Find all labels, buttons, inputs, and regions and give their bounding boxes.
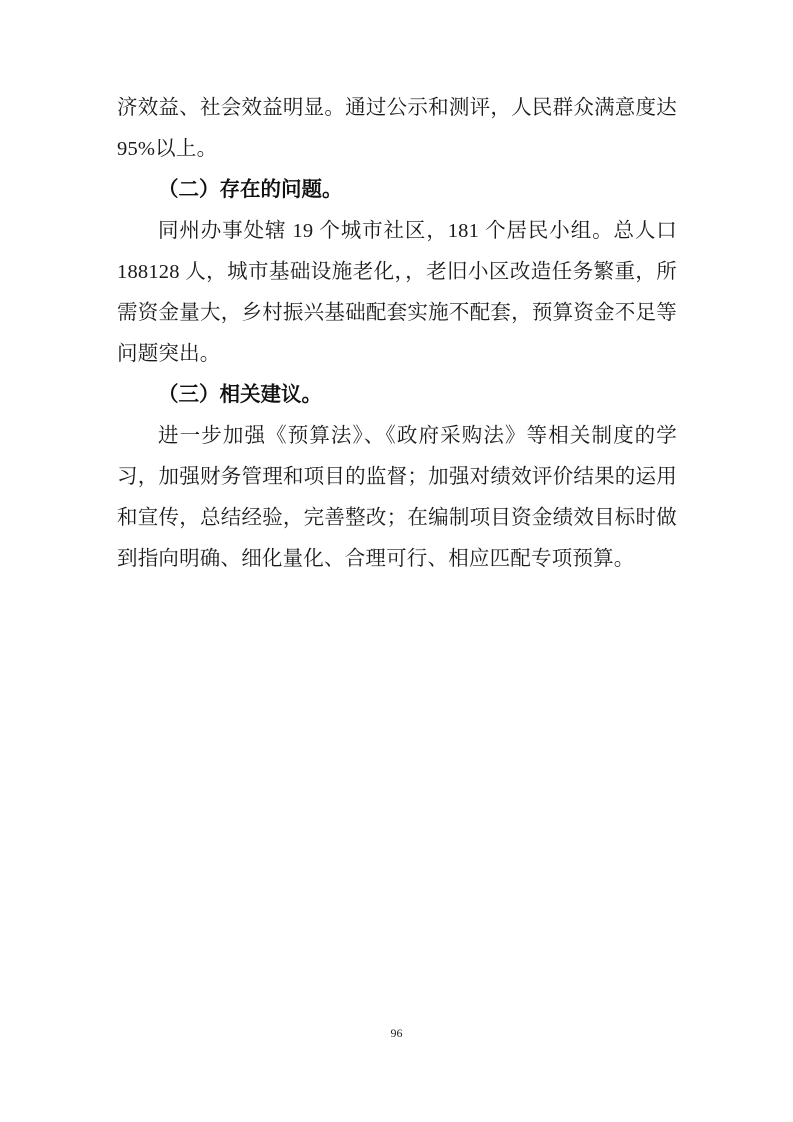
paragraph-benefits: 济效益、社会效益明显。通过公示和测评，人民群众满意度达 95%以上。 (117, 97, 677, 160)
page-content (117, 88, 677, 580)
heading-existing-problems: （二）存在的问题。 (158, 179, 343, 201)
paragraph-related-suggestions: 进一步加强《预算法》、《政府采购法》等相关制度的学习，加强财务管理和项目的监督；加强对绩效评价结果的运用和宣传，总结经验，完善整改；在编制项目资金绩效目标时做到指向明确、细化量化、合理可行、相应匹配专项预算。 (117, 425, 677, 570)
page-number: 96 (390, 1026, 403, 1040)
heading-related-suggestions: （三）相关建议。 (158, 384, 322, 406)
paragraph-existing-problems: 同州办事处辖 19 个城市社区，181 个居民小组。总人口 188128 人，城市基础设施老化，，老旧小区改造任务繁重，所需资金量大，乡村振兴基础配套实施不配套，预算资金不足等问题突出。 (117, 220, 677, 365)
